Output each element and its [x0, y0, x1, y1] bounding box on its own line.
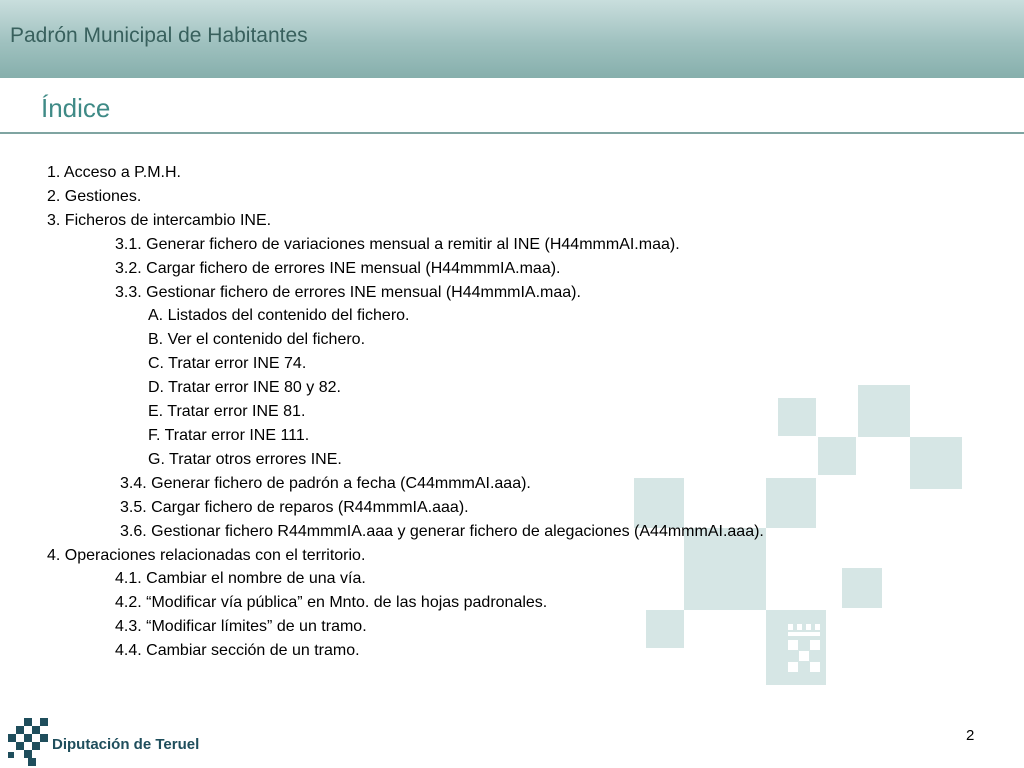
toc-item: D. Tratar error INE 80 y 82.	[148, 379, 341, 397]
toc-item: 2. Gestiones.	[47, 187, 142, 205]
toc-item: 4.2. “Modificar vía pública” en Mnto. de las hojas padronales.	[115, 594, 548, 612]
toc-item: 4. Operaciones relacionadas con el territorio.	[47, 546, 366, 564]
toc-item: 3.5. Cargar fichero de reparos (R44mmmIA.aaa).	[120, 498, 469, 516]
toc-item: 3.1. Generar fichero de variaciones mensual a remitir al INE (H44mmmAI.maa).	[115, 235, 680, 253]
toc-item: 4.3. “Modificar límites” de un tramo.	[115, 618, 367, 636]
slide-title: Índice	[41, 93, 111, 123]
toc-item: 3.4. Generar fichero de padrón a fecha (C44mmmAI.aaa).	[120, 474, 531, 492]
toc-item: C. Tratar error INE 74.	[148, 355, 307, 373]
toc-item: 3. Ficheros de intercambio INE.	[47, 211, 272, 229]
toc-item: 3.6. Gestionar fichero R44mmmIA.aaa y generar fichero de alegaciones (A44mmmAI.aaa).	[120, 522, 764, 540]
toc-item: 1. Acceso a P.M.H.	[47, 164, 181, 181]
toc-item: 3.3. Gestionar fichero de errores INE mensual (H44mmmIA.maa).	[115, 283, 581, 301]
toc-item: 4.1. Cambiar el nombre de una vía.	[115, 570, 366, 588]
toc-item: B. Ver el contenido del fichero.	[148, 331, 366, 349]
toc-item: E. Tratar error INE 81.	[148, 403, 306, 421]
checker-pattern-logo-icon	[4, 718, 52, 766]
toc-item: 3.2. Cargar fichero de errores INE mensual (H44mmmIA.maa).	[115, 259, 561, 277]
table-of-contents	[47, 161, 764, 663]
banner-title: Padrón Municipal de Habitantes	[10, 24, 308, 47]
toc-item: 4.4. Cambiar sección de un tramo.	[115, 642, 360, 660]
toc-item: G. Tratar otros errores INE.	[148, 450, 342, 468]
page-number: 2	[966, 727, 975, 744]
organization-name: Diputación de Teruel	[52, 736, 200, 753]
toc-item: F. Tratar error INE 111.	[148, 426, 310, 444]
toc-item: A. Listados del contenido del fichero.	[148, 307, 410, 325]
